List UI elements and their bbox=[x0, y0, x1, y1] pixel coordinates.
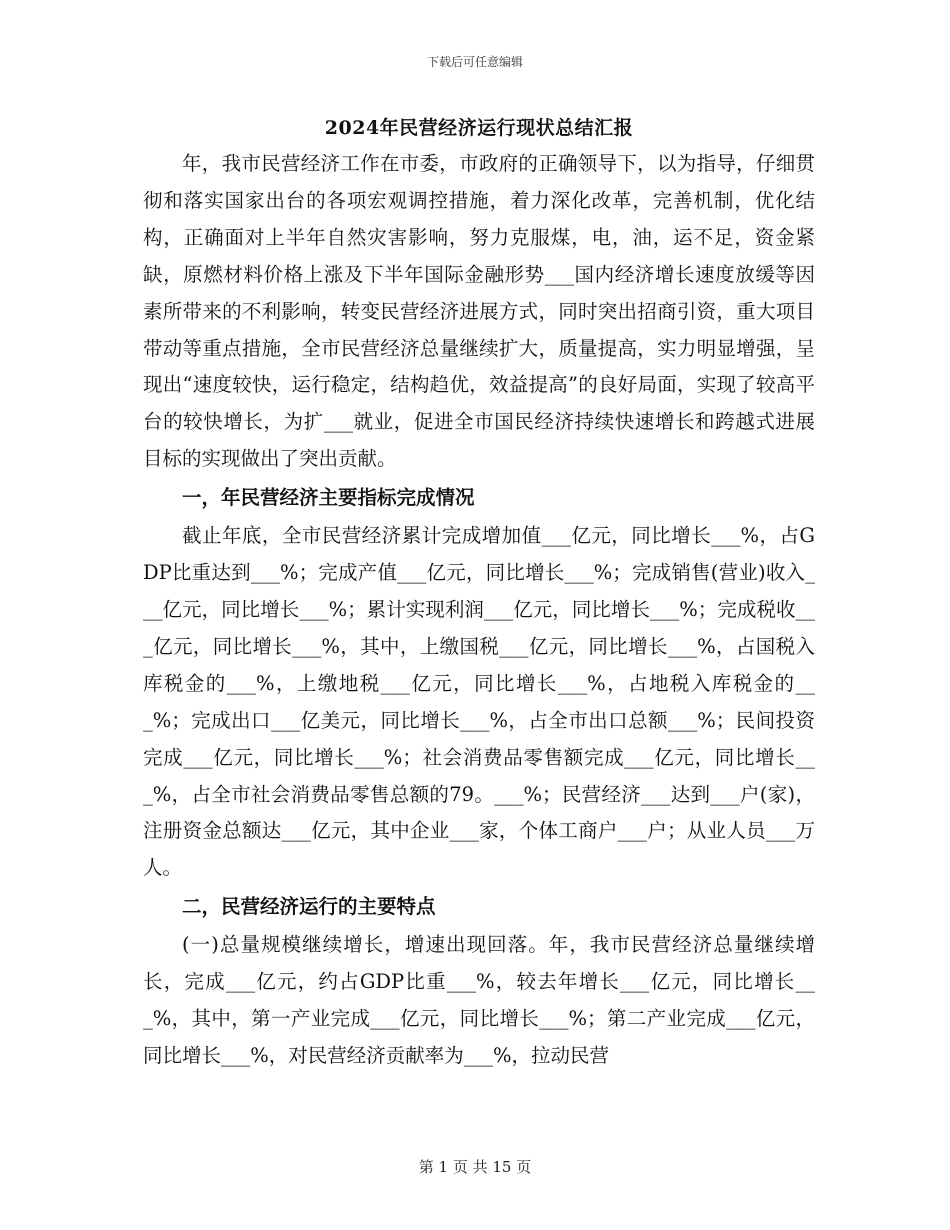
intro-paragraph: 年，我市民营经济工作在市委，市政府的正确领导下，以为指导，仔细贯彻和落实国家出台的各项宏观调控措施，着力深化改革，完善机制，优化结构，正确面对上半年自然灾害影响，努力克服煤，电，油，运不足，资金紧缺，原燃材料价格上涨及下半年国际金融形势___国内经济增长速度放缓等因素所带来的不利影响，转变民营经济进展方式，同时突出招商引资，重大项目带动等重点措施，全市民营经济总量继续扩大，质量提高，实力明显增强，呈现出“速度较快，运行稳定，结构趋优，效益提高”的良好局面，实现了较高平台的较快增长，为扩___就业，促进全市国民经济持续快速增长和跨越式进展目标的实现做出了突出贡献。 bbox=[143, 152, 815, 471]
section-heading-2: 二，民营经济运行的主要特点 bbox=[182, 895, 436, 919]
document-body bbox=[143, 112, 815, 1075]
section-2-paragraph: (一)总量规模继续增长，增速出现回落。年，我市民营经济总量继续增长，完成___亿元，约占GDP比重___%，较去年增长___亿元，同比增长___%，其中，第一产业完成___亿元，同比增长___%；第二产业完成___亿元，同比增长___%，对民营经济贡献率为___%，拉动民营 bbox=[143, 933, 815, 1067]
section-1-paragraph: 截止年底，全市民营经济累计完成增加值___亿元，同比增长___%，占GDP比重达到___%；完成产值___亿元，同比增长___%；完成销售(营业)收入___亿元，同比增长___%；累计实现利润___亿元，同比增长___%；完成税收___亿元，同比增长___%，其中，上缴国税___亿元，同比增长___%，占国税入库税金的___%，上缴地税___亿元，同比增长___%，占地税入库税金的___%；完成出口___亿美元，同比增长___%，占全市出口总额___%；民间投资完成___亿元，同比增长___%；社会消费品零售额完成___亿元，同比增长___%，占全市社会消费品零售总额的79。___%；民营经济___达到___户(家)，注册资金总额达___亿元，其中企业___家，个体工商户___户；从业人员___万人。 bbox=[143, 524, 815, 880]
page-number: 第 1 页 共 15 页 bbox=[418, 1158, 532, 1176]
download-note: 下载后可任意编辑 bbox=[426, 55, 523, 69]
section-heading-1: 一，年民营经济主要指标完成情况 bbox=[182, 486, 475, 510]
document-title: 2024年民营经济运行现状总结汇报 bbox=[324, 117, 634, 139]
